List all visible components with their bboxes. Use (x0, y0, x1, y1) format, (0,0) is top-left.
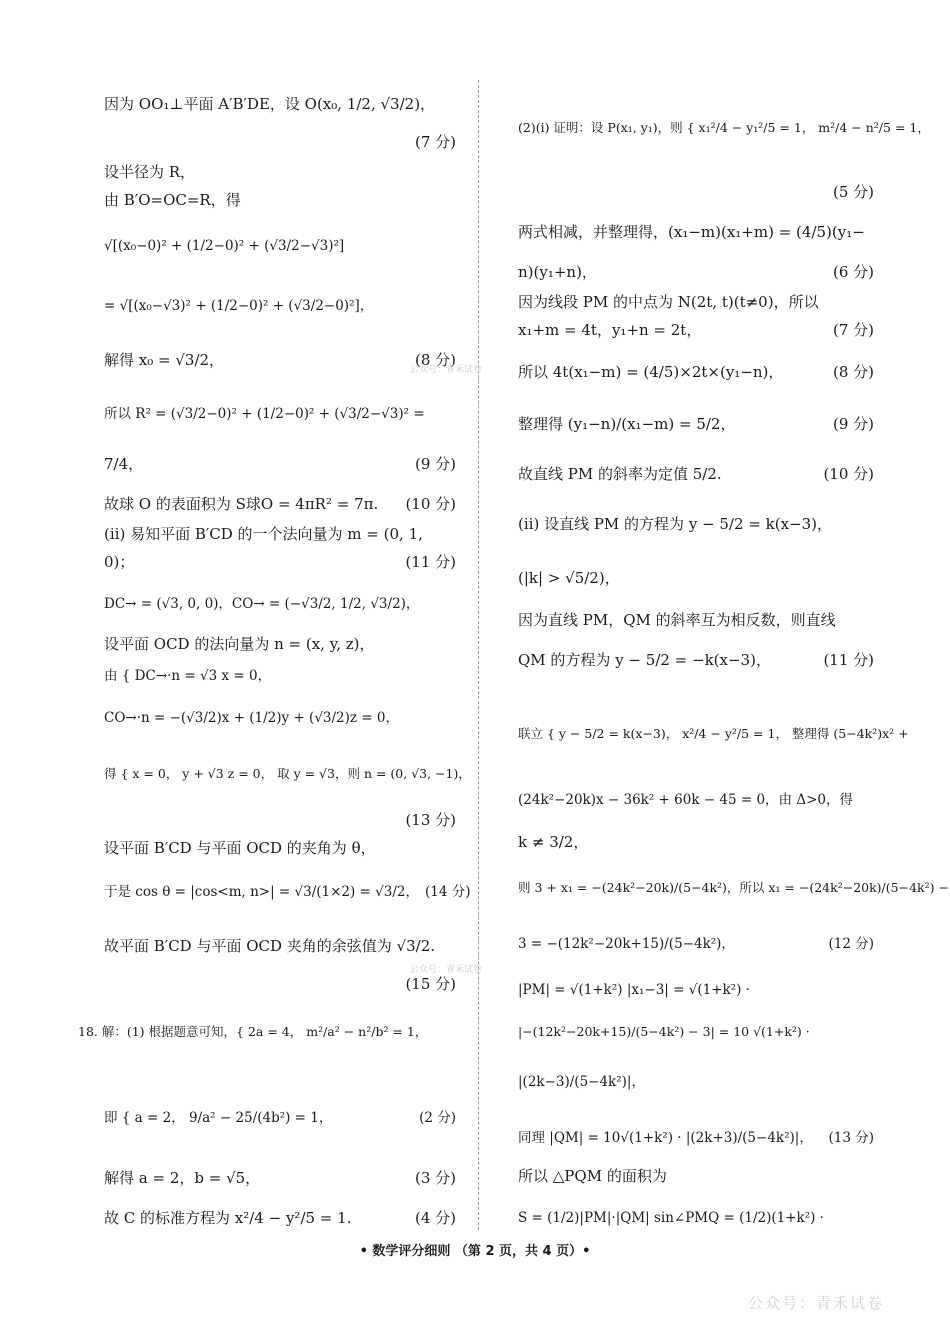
page-footer: • 数学评分细则 （第 2 页，共 4 页）• (359, 1244, 591, 1259)
score-line: (13 分) (405, 811, 456, 829)
formula-line: (24k²−20k)x − 36k² + 60k − 45 = 0，由 Δ>0，得 (518, 792, 854, 808)
text-line: 整理得 (y₁−n)/(x₁−m) = 5/2， (9 分) (518, 415, 874, 433)
text-line: 故直线 PM 的斜率为定值 5/2. (10 分) (518, 465, 874, 483)
text-line: 设平面 OCD 的法向量为 n = (x, y, z)， (104, 635, 375, 653)
text-line: 由 B′O=OC=R，得 (104, 191, 241, 209)
text-line: 设平面 B′CD 与平面 OCD 的夹角为 θ， (104, 839, 376, 857)
text-line: n)(y₁+n)， (6 分) (518, 263, 874, 281)
score-line: (15 分) (405, 975, 456, 993)
text-line: 因为线段 PM 的中点为 N(2t, t)(t≠0)，所以 (518, 293, 819, 311)
formula-line: 联立 { y − 5/2 = k(x−3)， x²/4 − y²/5 = 1， 整理得 (5−4k²)x² + (518, 726, 909, 741)
corner-watermark: 公众号：青禾试卷 (747, 1294, 884, 1312)
formula-line: 所以 R² = (√3/2−0)² + (1/2−0)² + (√3/2−√3)² = (104, 406, 425, 422)
formula-line: 由 { DC→·n = √3 x = 0， (104, 668, 272, 684)
formula-line: (2)(ⅰ) 证明：设 P(x₁, y₁)，则 { x₁²/4 − y₁²/5 = 1， m²/4 − n²/5 = 1， (518, 120, 930, 135)
text-line: 解得 x₀ = √3/2， (8 分) (104, 351, 456, 369)
score-line: (7 分) (414, 133, 456, 151)
text-line: 因为直线 PM，QM 的斜率互为相反数，则直线 (518, 611, 836, 629)
formula-line: DC→ = (√3, 0, 0)，CO→ = (−√3/2, 1/2, √3/2)， (104, 596, 420, 612)
formula-line: CO→·n = −(√3/2)x + (1/2)y + (√3/2)z = 0， (104, 710, 400, 726)
watermark: 公众号：青禾试卷 (410, 965, 483, 975)
text-line: (ⅱ) 设直线 PM 的方程为 y − 5/2 = k(x−3)， (518, 515, 833, 533)
formula-line: = √[(x₀−√3)² + (1/2−0)² + (√3/2−0)²]， (104, 298, 374, 314)
text-line: 故 C 的标准方程为 x²/4 − y²/5 = 1. (4 分) (104, 1209, 456, 1227)
formula-line: 即 { a = 2， 9/a² − 25/(4b²) = 1， (2 分) (104, 1110, 456, 1126)
formula-line: S = (1/2)|PM|·|QM| sin∠PMQ = (1/2)(1+k²) · (518, 1210, 824, 1226)
text-line: 所以 4t(x₁−m) = (4/5)×2t×(y₁−n)， (8 分) (518, 363, 874, 381)
formula-line: |−(12k²−20k+15)/(5−4k²) − 3| = 10 √(1+k²) · (518, 1024, 810, 1039)
formula-line: 于是 cos θ = |cos<m, n>| = √3/(1×2) = √3/2， (14 分) (104, 884, 471, 900)
formula-line: |PM| = √(1+k²) |x₁−3| = √(1+k²) · (518, 982, 750, 998)
formula-line: 同理 |QM| = 10√(1+k²) · |(2k+3)/(5−4k²)|， (13 分) (518, 1130, 874, 1146)
text-line: k ≠ 3/2， (518, 833, 589, 851)
text-line: 故平面 B′CD 与平面 OCD 夹角的余弦值为 √3/2. (104, 937, 436, 955)
text-line: x₁+m = 4t，y₁+n = 2t， (7 分) (518, 321, 874, 339)
formula-line: 则 3 + x₁ = −(24k²−20k)/(5−4k²)，所以 x₁ = −(24k²−20k)/(5−4k²) − (518, 880, 949, 895)
formula-line: √[(x₀−0)² + (1/2−0)² + (√3/2−√3)²] (104, 238, 345, 254)
text-line: 设半径为 R， (104, 163, 196, 181)
column-divider (478, 80, 479, 1230)
formula-line: |(2k−3)/(5−4k²)|， (518, 1074, 645, 1090)
watermark: 公众号：青禾试卷 (410, 365, 483, 375)
question-18-heading: 18. 解：(1) 根据题意可知，{ 2a = 4， m²/a² − n²/b² = 1， (78, 1024, 428, 1039)
text-line: 0)； (11 分) (104, 553, 456, 571)
formula-line: 3 = −(12k²−20k+15)/(5−4k²)， (12 分) (518, 936, 874, 952)
formula-line: 得 { x = 0， y + √3 z = 0， 取 y = √3，则 n = (0, √3, −1)， (104, 766, 471, 781)
text-line: QM 的方程为 y − 5/2 = −k(x−3)， (11 分) (518, 651, 874, 669)
text-line: 两式相减，并整理得，(x₁−m)(x₁+m) = (4/5)(y₁− (518, 223, 865, 241)
text-line: (|k| > √5/2)， (518, 569, 620, 587)
text-line: (ⅱ) 易知平面 B′CD 的一个法向量为 m = (0, 1, (104, 525, 423, 543)
text-line: 7/4， (9 分) (104, 455, 456, 473)
text-line: 故球 O 的表面积为 S球O = 4πR² = 7π. (10 分) (104, 495, 456, 513)
text-line: 因为 OO₁⊥平面 A′B′DE，设 O(x₀, 1/2, √3/2)， (104, 95, 436, 113)
score-line: (5 分) (832, 183, 874, 201)
text-line: 所以 △PQM 的面积为 (518, 1167, 667, 1185)
text-line: 解得 a = 2，b = √5， (3 分) (104, 1169, 456, 1187)
